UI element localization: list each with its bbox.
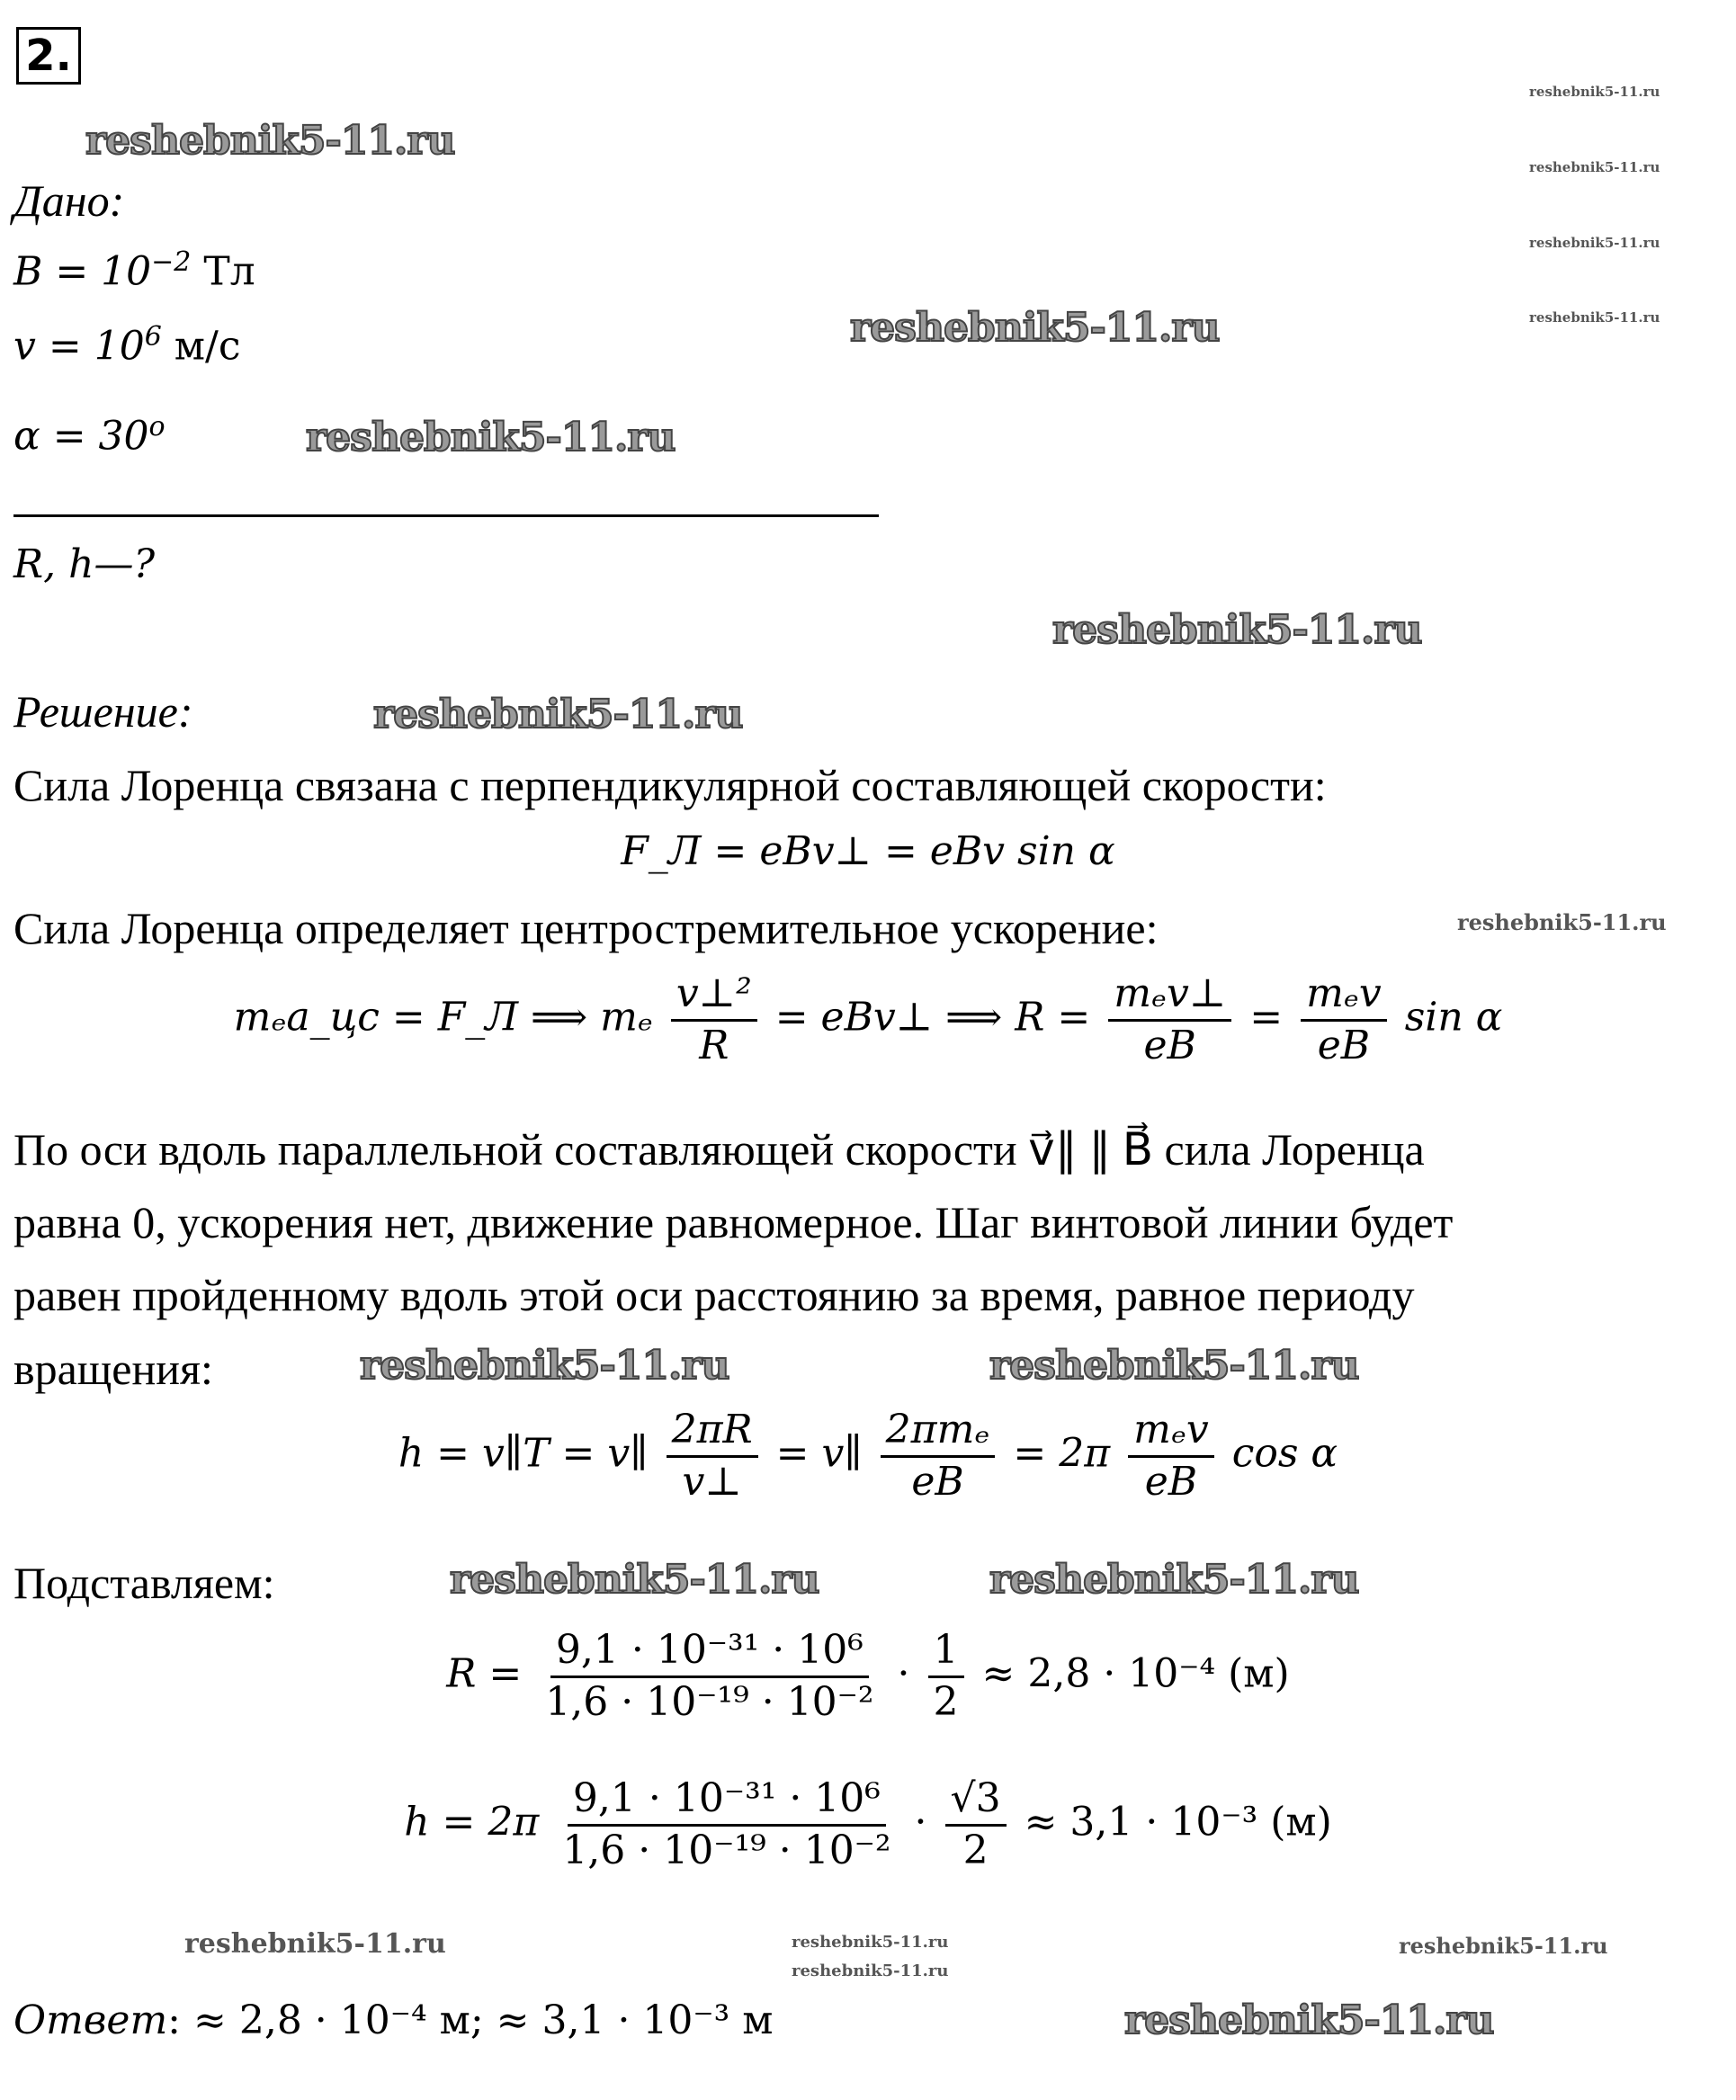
divider — [13, 514, 879, 517]
given-label: Дано: — [13, 175, 125, 226]
paragraph-3-line-2: равна 0, ускорения нет, движение равномерное. Шаг винтовой линии будет — [13, 1197, 1454, 1247]
watermark: reshebnik5-11.ru — [1052, 607, 1422, 653]
paragraph-4: Подставляем: — [13, 1558, 275, 1608]
paragraph-1: Сила Лоренца связана с перпендикулярной составляющей скорости: — [13, 760, 1327, 810]
watermark-small: reshebnik5-11.ru — [1457, 909, 1667, 935]
watermark-small: reshebnik5-11.ru — [1529, 159, 1660, 175]
given-alpha: $\alpha = 30^o$ — [13, 411, 166, 460]
formula-lorentz: F_Л = eBv⊥ = eBv sin α — [621, 828, 1115, 874]
formula-r-value: R = $\frac{\text{9,1 · 10⁻³¹ · 10⁶}}{\text{1,6 · 10⁻¹⁹ · 10⁻²}}$ · $\frac{1}{2}$ ≈ 2,8 · 10⁻⁴ (м) — [446, 1627, 1290, 1725]
paragraph-3-line-3: равен пройденному вдоль этой оси расстоянию за время, равное периоду — [13, 1270, 1415, 1320]
formula-pitch: h = v∥T = v∥ $\frac{2\pi R}{v\perp}$ = v∥ $\frac{\text{2πmₑ}}{eB}$ = 2π $\frac{\text{mₑv}}{eB}$ cos α — [398, 1407, 1338, 1505]
watermark: reshebnik5-11.ru — [360, 1343, 729, 1389]
watermark-small: reshebnik5-11.ru — [792, 1933, 949, 1952]
watermark: reshebnik5-11.ru — [306, 415, 676, 460]
watermark: reshebnik5-11.ru — [989, 1343, 1359, 1389]
watermark-small: reshebnik5-11.ru — [1529, 309, 1660, 326]
watermark: reshebnik5-11.ru — [373, 692, 743, 737]
problem-number: 2. — [16, 27, 81, 85]
paragraph-3-line-4: вращения: — [13, 1344, 213, 1394]
watermark-small: reshebnik5-11.ru — [792, 1961, 949, 1980]
given-b: $B = 10^{-2}$ Тл — [13, 246, 255, 295]
formula-radius: mₑa_цс = F_Л ⟹ mₑ $\frac{\text{v⊥²}}{R}$ = eBv⊥ ⟹ R = $\frac{\text{mₑv⊥}}{eB}$ = $\frac{\text{mₑv}}{eB}$ sin α — [233, 970, 1503, 1068]
answer: Ответ: ≈ 2,8 · 10⁻⁴ м; ≈ 3,1 · 10⁻³ м — [13, 1997, 774, 2043]
watermark: reshebnik5-11.ru — [989, 1557, 1359, 1603]
watermark: reshebnik5-11.ru — [1124, 1997, 1494, 2043]
watermark: reshebnik5-11.ru — [85, 118, 455, 164]
watermark-small: reshebnik5-11.ru — [1529, 235, 1660, 251]
solution-label: Решение: — [13, 686, 193, 737]
watermark-small: reshebnik5-11.ru — [184, 1928, 446, 1960]
paragraph-2: Сила Лоренца определяет центростремительное ускорение: — [13, 903, 1159, 953]
watermark: reshebnik5-11.ru — [850, 305, 1220, 351]
paragraph-3-line-1: По оси вдоль параллельной составляющей скорости v⃗∥ ∥ B⃗ сила Лоренца — [13, 1124, 1425, 1175]
given-v: $v = 10^6$ м/с — [13, 321, 241, 370]
find: R, h—? — [13, 541, 156, 587]
formula-h-value: h = 2π $\frac{\text{9,1 · 10⁻³¹ · 10⁶}}{\text{1,6 · 10⁻¹⁹ · 10⁻²}}$ · $\frac{√3}{2}$ ≈ 3,1 · 10⁻³ (м) — [404, 1775, 1332, 1873]
watermark-small: reshebnik5-11.ru — [1399, 1933, 1608, 1959]
watermark-small: reshebnik5-11.ru — [1529, 84, 1660, 100]
watermark: reshebnik5-11.ru — [450, 1557, 819, 1603]
